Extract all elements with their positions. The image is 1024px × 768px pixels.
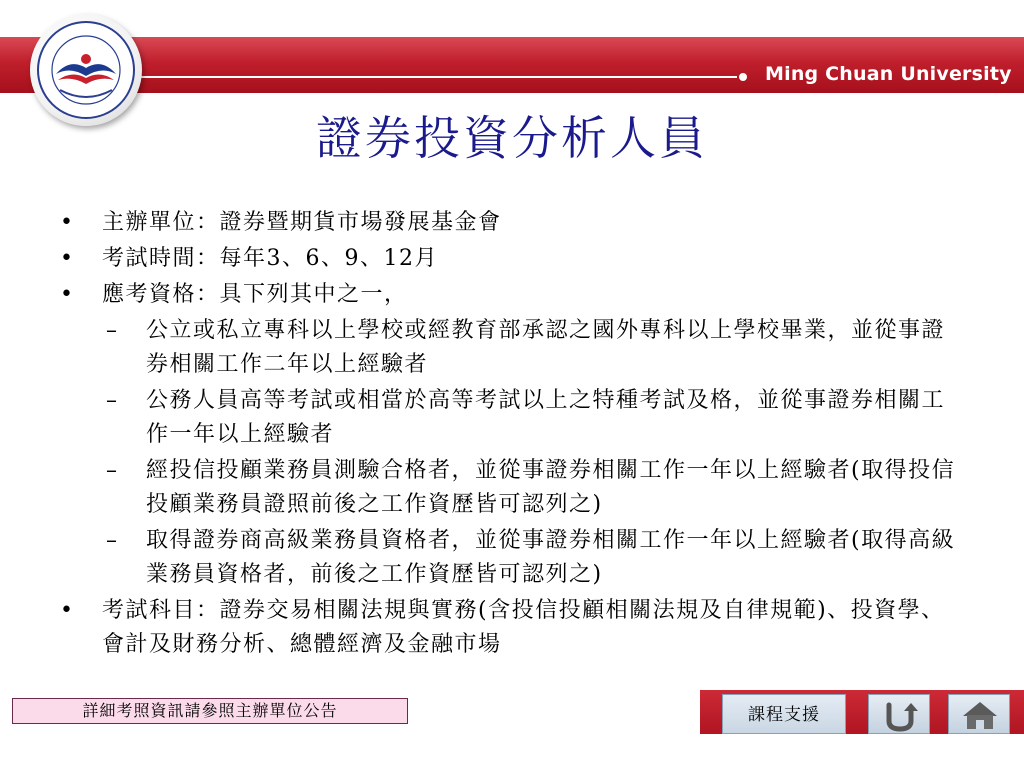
header-divider-line: [135, 76, 737, 78]
bullet-text: 考試時間：每年3、6、9、12月: [102, 246, 438, 271]
notice-box: 詳細考照資訊請參照主辦單位公告: [12, 698, 408, 724]
bullet-mark: •: [60, 282, 75, 307]
sub-bullet-text: 公務人員高等考試或相當於高等考試以上之特種考試及格，並從事證券相關工作一年以上經驗者: [146, 388, 946, 447]
bullet-exam-time: [60, 242, 960, 276]
sub-bullet-mark: –: [106, 458, 119, 483]
sub-bullet-eligibility-2: [60, 384, 960, 452]
sub-bullet-eligibility-4: [60, 524, 960, 592]
bullet-text: 主辦單位：證券暨期貨市場發展基金會: [102, 210, 502, 235]
slide-content: [60, 206, 960, 664]
sub-bullet-mark: –: [106, 528, 119, 553]
bullet-text: 應考資格：具下列其中之一，: [102, 282, 408, 307]
sub-bullet-mark: –: [106, 388, 119, 413]
sub-bullet-text: 取得證券商高級業務員資格者，並從事證券相關工作一年以上經驗者(取得高級業務員資格者，前後之工作資歷皆可認列之): [146, 528, 956, 587]
bullet-exam-subjects: [60, 594, 960, 662]
bullet-mark: •: [60, 598, 75, 623]
sub-bullet-text: 公立或私立專科以上學校或經教育部承認之國外專科以上學校畢業，並從事證券相關工作二年以上經驗者: [146, 318, 946, 377]
university-name: Ming Chuan University: [765, 63, 1012, 85]
home-button[interactable]: [948, 694, 1010, 734]
bullet-eligibility: [60, 278, 960, 312]
home-icon: [949, 695, 1011, 735]
header-divider-dot: [739, 73, 747, 81]
return-arrow-icon: [869, 695, 931, 735]
sub-bullet-eligibility-1: [60, 314, 960, 382]
sub-bullet-mark: –: [106, 318, 119, 343]
bullet-organizer: [60, 206, 960, 240]
bullet-text: 考試科目：證券交易相關法規與實務(含投信投顧相關法規及自律規範)、投資學、會計及財務分析、總體經濟及金融市場: [102, 598, 945, 657]
sub-bullet-eligibility-3: [60, 454, 960, 522]
back-button[interactable]: [868, 694, 930, 734]
bullet-mark: •: [60, 246, 75, 271]
sub-bullet-text: 經投信投顧業務員測驗合格者，並從事證券相關工作一年以上經驗者(取得投信投顧業務員證照前後之工作資歷皆可認列之): [146, 458, 956, 517]
page-title: 證券投資分析人員: [316, 111, 708, 165]
course-support-button[interactable]: 課程支援: [722, 694, 846, 734]
bullet-mark: •: [60, 210, 75, 235]
